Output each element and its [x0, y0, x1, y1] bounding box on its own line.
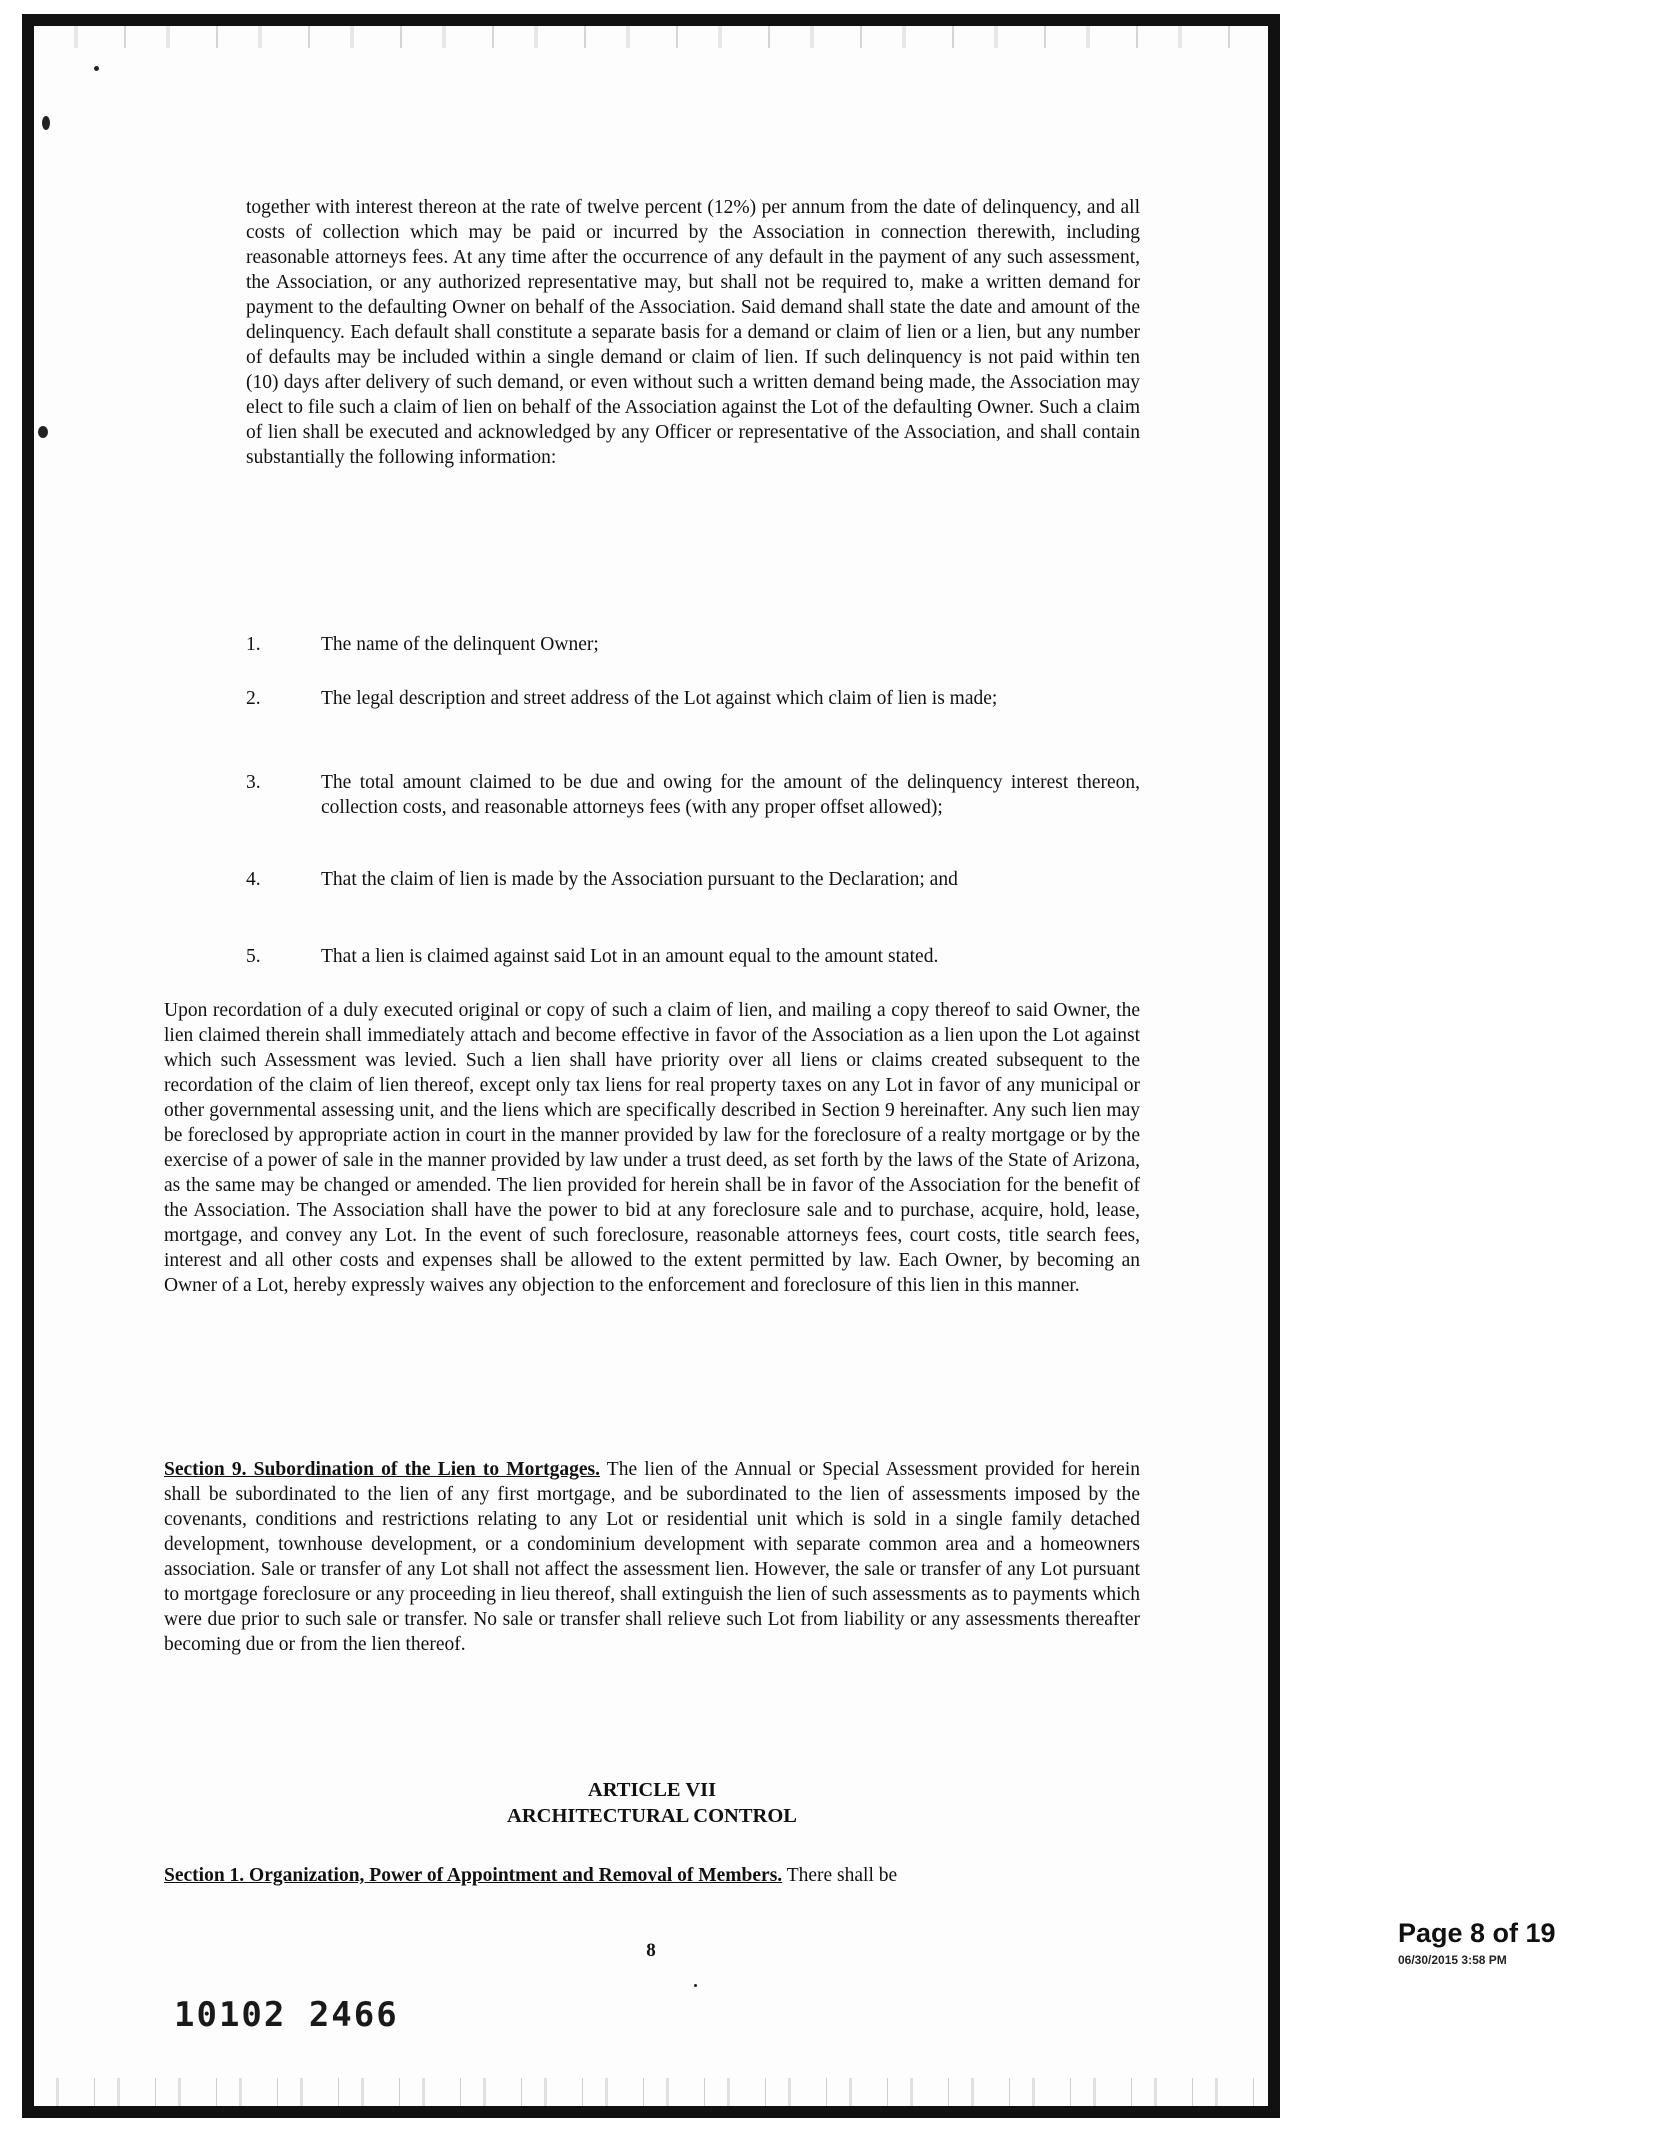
list-item-text: That the claim of lien is made by the Association pursuant to the Declaration; and	[321, 869, 958, 890]
document-body	[34, 26, 1268, 2106]
paragraph-recordation: Upon recordation of a duly executed original or copy of such a claim of lien, and mailing a copy thereof to said Owner, the lien claimed therein shall immediately attach and become effective in favor of the Association as a lien upon the Lot against which such Assessment was levied. Such a lien shall have priority over all liens or claims created subsequent to the recordation of the claim of lien thereof, except only tax liens for real property taxes on any Lot in favor of any municipal or other governmental assessing unit, and the liens which are specifically described in Section 9 hereinafter. Any such lien may be foreclosed by appropriate action in court in the manner provided by law for the foreclosure of a realty mortgage or by the exercise of a power of sale in the manner provided by law under a trust deed, as set forth by the laws of the State of Arizona, as the same may be changed or amended. The lien provided for herein shall be in favor of the Association for the benefit of the Association. The Association shall have the power to bid at any foreclosure sale and to purchase, acquire, hold, lease, mortgage, and convey any Lot. In the event of such foreclosure, reasonable attorneys fees, court costs, title search fees, interest and all other costs and expenses shall be allowed to the extent permitted by law. Each Owner, by becoming an Owner of a Lot, hereby expressly waives any objection to the enforcement and foreclosure of this lien in this manner.	[164, 1000, 1140, 1296]
page-counter: Page 8 of 19	[1398, 1918, 1556, 1948]
scanned-page	[22, 14, 1280, 2118]
list-item-text: The name of the delinquent Owner;	[321, 634, 599, 655]
list-item-text: The total amount claimed to be due and owing for the amount of the delinquency interest thereon, collection costs, and reasonable attorneys fees (with any proper offset allowed);	[321, 772, 1140, 818]
section-1-heading: Section 1. Organization, Power of Appointment and Removal of Members.	[164, 1865, 783, 1886]
section-9-paragraph	[164, 1457, 1140, 1657]
list-item-number: 2.	[246, 688, 261, 709]
article-number: ARTICLE VII	[587, 1779, 717, 1801]
section-1-paragraph	[164, 1863, 1140, 1888]
section-1-text: There shall be	[786, 1865, 898, 1886]
list-item-number: 1.	[246, 634, 261, 655]
page-paper	[34, 26, 1268, 2106]
section-9-text: The lien of the Annual or Special Assessment provided for herein shall be subordinated to the lien of any first mortgage, and be subordinated to the lien of assessments imposed by the covenants, conditions and restrictions relating to any Lot or residential unit which is sold in a single family detached development, townhouse development, or a condominium development with separate common area and a homeowners association. Sale or transfer of any Lot shall not affect the assessment lien. However, the sale or transfer of any Lot pursuant to mortgage foreclosure or any proceeding in lieu thereof, shall extinguish the lien of such assessments as to payments which were due prior to such sale or transfer. No sale or transfer shall relieve such Lot from liability or any assessments thereafter becoming due or from the lien thereof.	[164, 1459, 1141, 1655]
page-number: 8	[646, 1940, 656, 1961]
paragraph-interest-and-lien: together with interest thereon at the rate of twelve percent (12%) per annum from the date of delinquency, and all costs of collection which may be paid or incurred by the Association in connection therewith, including reasonable attorneys fees. At any time after the occurrence of any default in the payment of any such assessment, the Association, or any authorized representative may, but shall not be required to, make a written demand for payment to the defaulting Owner on behalf of the Association. Said demand shall state the date and amount of the delinquency. Each default shall constitute a separate basis for a demand or claim of lien or a lien, but any number of defaults may be included within a single demand or claim of lien. If such delinquency is not paid within ten (10) days after delivery of such demand, or even without such a written demand being made, the Association may elect to file such a claim of lien on behalf of the Association against the Lot of the defaulting Owner. Such a claim of lien shall be executed and acknowledged by any Officer or representative of the Association, and shall contain substantially the following information:	[246, 197, 1140, 468]
list-item-text: The legal description and street address of the Lot against which claim of lien is made;	[321, 688, 998, 709]
article-title: ARCHITECTURAL CONTROL	[507, 1805, 797, 1827]
list-item-text: That a lien is claimed against said Lot in an amount equal to the amount stated.	[321, 946, 939, 967]
list-item-number: 3.	[246, 772, 261, 793]
print-timestamp: 06/30/2015 3:58 PM	[1398, 1953, 1507, 1967]
list-item-number: 4.	[246, 869, 261, 890]
recording-stamp: 10102 2466	[174, 1995, 399, 2035]
list-item-number: 5.	[246, 946, 261, 967]
section-9-heading: Section 9. Subordination of the Lien to Mortgages.	[164, 1459, 600, 1480]
